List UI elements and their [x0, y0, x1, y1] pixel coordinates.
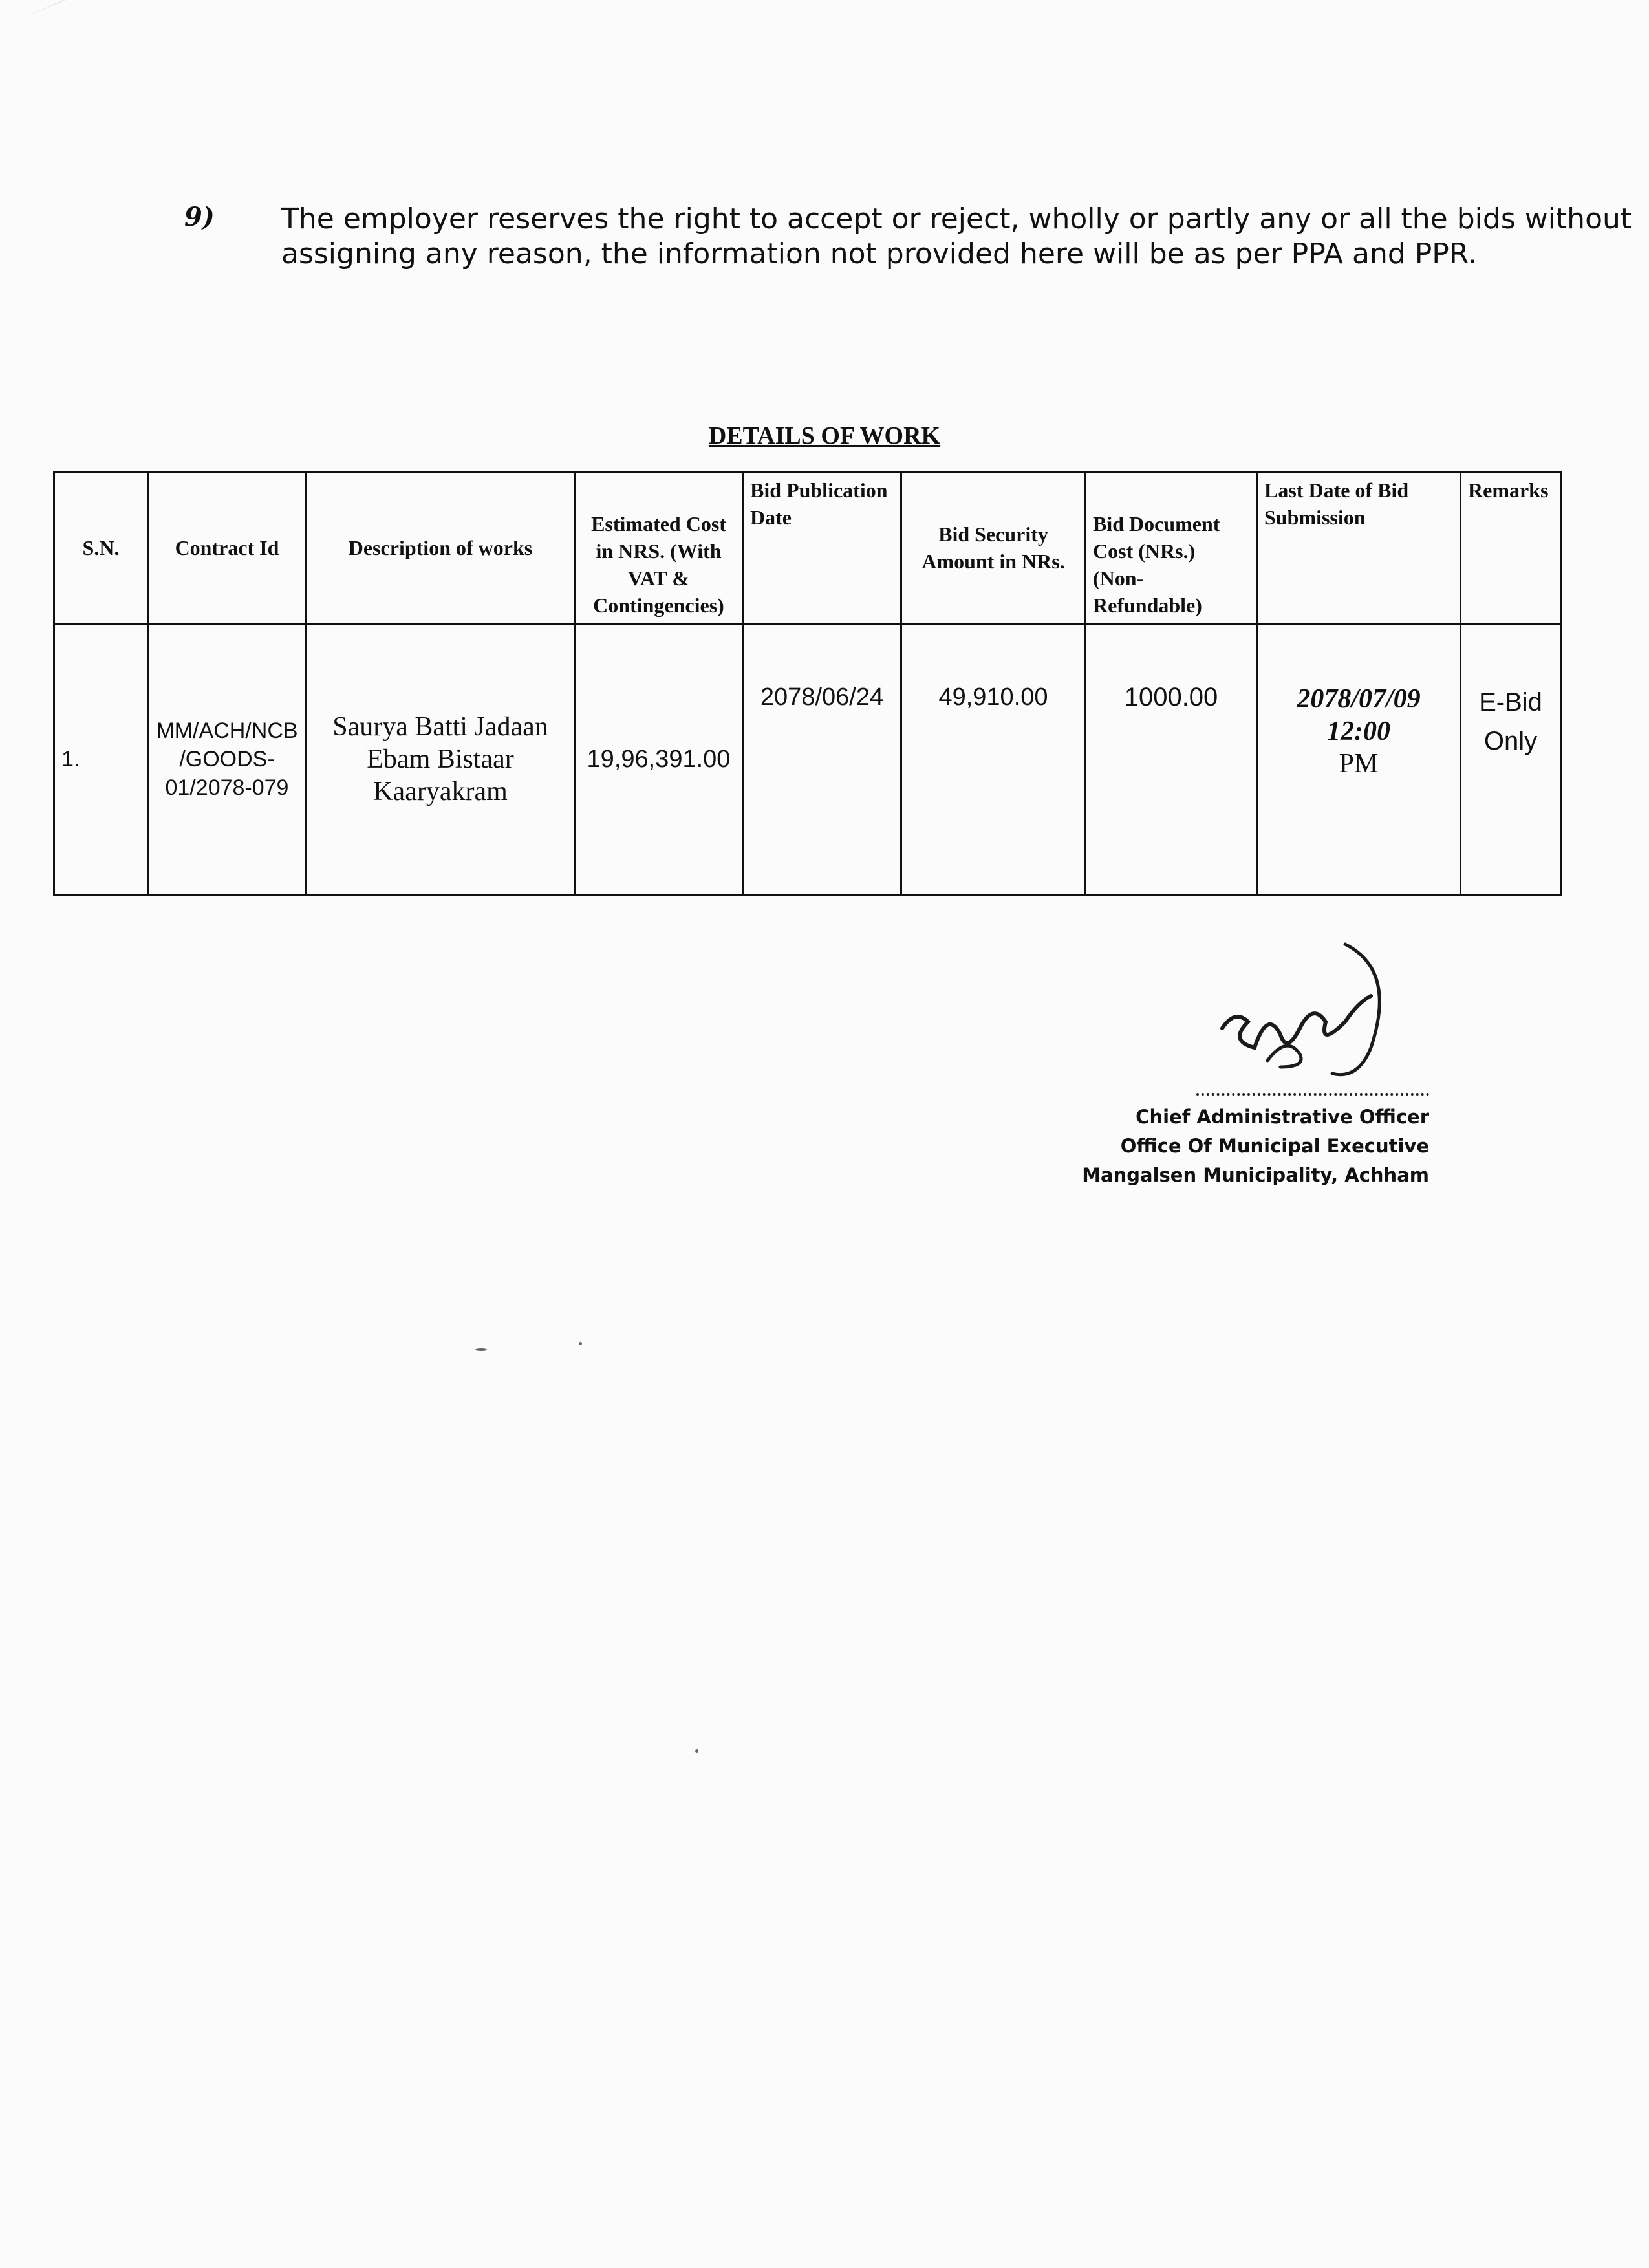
- table-header-row: [54, 472, 1561, 624]
- cell-sn: 1.: [54, 624, 148, 895]
- details-of-work-table: [53, 471, 1562, 896]
- clause-number: 9): [184, 202, 215, 232]
- scan-speck: [695, 1749, 698, 1753]
- cell-contract-id: MM/ACH/NCB /GOODS-01/2078-079: [148, 624, 307, 895]
- scan-speck: [579, 1342, 582, 1345]
- last-date-value: 2078/07/09 12:00: [1297, 684, 1421, 746]
- header-remarks: Remarks: [1461, 472, 1561, 624]
- signatory-municipality: Mangalsen Municipality, Achham: [1082, 1164, 1429, 1186]
- last-date-suffix: PM: [1339, 749, 1379, 779]
- header-description: Description of works: [307, 472, 575, 624]
- header-bid-security: Bid Security Amount in NRs.: [901, 472, 1086, 624]
- header-publication-date: Bid Publication Date: [743, 472, 901, 624]
- header-last-date: Last Date of Bid Submission: [1257, 472, 1461, 624]
- cell-publication-date: 2078/06/24: [743, 624, 901, 895]
- signatory-title: Chief Administrative Officer: [1136, 1106, 1429, 1128]
- cell-last-date: [1257, 624, 1461, 895]
- table-title: DETAILS OF WORK: [708, 422, 941, 449]
- header-document-cost: Bid Document Cost (NRs.) (Non-Refundable): [1086, 472, 1257, 624]
- cell-remarks: E-Bid Only: [1461, 624, 1561, 895]
- header-estimated-cost: Estimated Cost in NRS. (With VAT & Contingencies): [575, 472, 743, 624]
- scan-edge-mark: [19, 0, 209, 21]
- signature-block: [1073, 1103, 1429, 1190]
- header-contract-id: Contract Id: [148, 472, 307, 624]
- table-row: [54, 624, 1561, 895]
- signatory-office: Office Of Municipal Executive: [1120, 1135, 1429, 1157]
- cell-estimated-cost: 19,96,391.00: [575, 624, 743, 895]
- clause-text: The employer reserves the right to accept or reject, wholly or partly any or all the bids without assigning any reason, the information not provided here will be as per PPA and PPR.: [281, 202, 1632, 270]
- signature-mark: [1196, 938, 1455, 1093]
- cell-document-cost: 1000.00: [1086, 624, 1257, 895]
- cell-description: Saurya Batti Jadaan Ebam Bistaar Kaaryakram: [307, 624, 575, 895]
- cell-bid-security: 49,910.00: [901, 624, 1086, 895]
- scan-speck: [475, 1348, 487, 1351]
- signature-line: [1196, 1093, 1429, 1096]
- header-sn: S.N.: [54, 472, 148, 624]
